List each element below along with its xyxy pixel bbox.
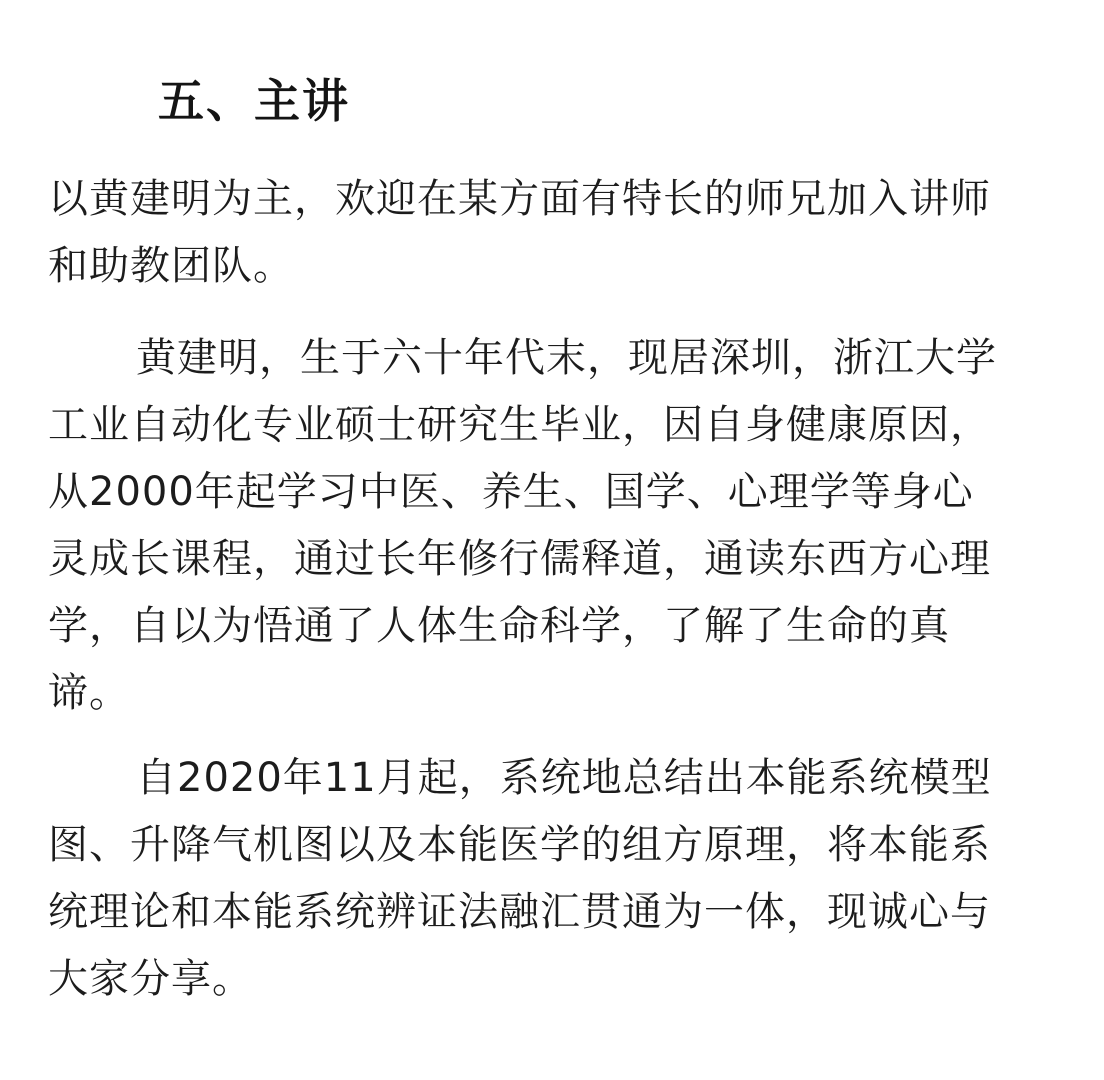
paragraph-system-summary — [48, 745, 1058, 1013]
text-line: 和助教团队。 — [48, 243, 294, 289]
text-line: 灵成长课程，通过长年修行儒释道，通读东西方心理 — [48, 536, 991, 582]
text-line: 以黄建明为主，欢迎在某方面有特长的师兄加入讲师 — [48, 176, 991, 222]
text-line: 图、升降气机图以及本能医学的组方原理，将本能系 — [48, 822, 991, 868]
text-line: 工业自动化专业硕士研究生毕业，因自身健康原因， — [48, 402, 991, 448]
text-line: 大家分享。 — [48, 956, 253, 1002]
text-line: 统理论和本能系统辨证法融汇贯通为一体，现诚心与 — [48, 889, 991, 935]
text-line: 自2020年11月起，系统地总结出本能系统模型 — [136, 755, 992, 801]
text-line: 谛。 — [48, 670, 130, 716]
text-line: 黄建明，生于六十年代末，现居深圳，浙江大学 — [136, 335, 997, 381]
paragraph-lecturer-intro — [48, 166, 1058, 300]
text-line: 从2000年起学习中医、养生、国学、心理学等身心 — [48, 469, 974, 515]
text-line: 学，自以为悟通了人体生命科学，了解了生命的真 — [48, 603, 950, 649]
paragraph-lecturer-bio — [48, 325, 1058, 727]
section-heading: 五、主讲 — [158, 74, 350, 128]
